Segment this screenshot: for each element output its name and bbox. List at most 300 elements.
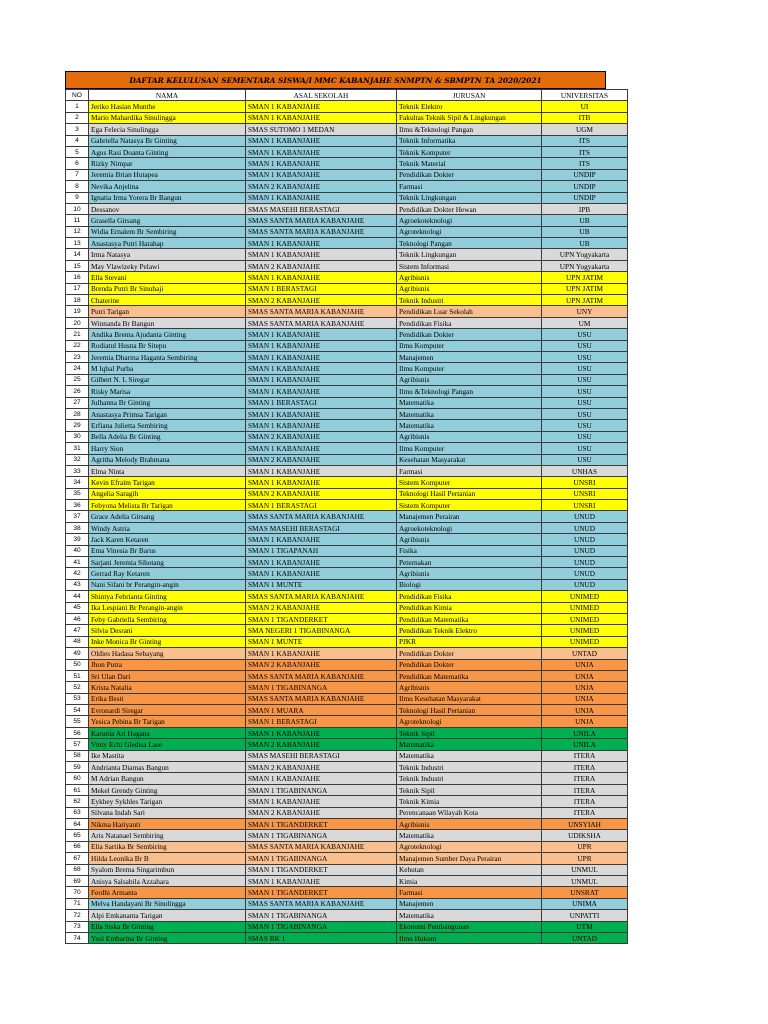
row-universitas: UNTAD (542, 932, 628, 943)
row-asal-sekolah: SMAN 1 KABANJAHE (246, 727, 397, 738)
row-jurusan: Matematika (397, 750, 542, 761)
row-universitas: UNSRI (542, 488, 628, 499)
row-nama: Irma Natasya (89, 249, 246, 260)
row-asal-sekolah: SMAN 2 KABANJAHE (246, 762, 397, 773)
table-row (66, 921, 628, 932)
row-asal-sekolah: SMAN 1 TIGABINANGA (246, 853, 397, 864)
row-universitas: UNUD (542, 557, 628, 568)
row-universitas: USU (542, 329, 628, 340)
row-jurusan: Agribisnis (397, 431, 542, 442)
row-no: 72 (66, 910, 89, 921)
row-jurusan: Fisika (397, 545, 542, 556)
row-universitas: UNUD (542, 568, 628, 579)
row-universitas: UB (542, 226, 628, 237)
row-no: 23 (66, 351, 89, 362)
row-universitas: UNIMED (542, 625, 628, 636)
row-jurusan: Ilmu Komputer (397, 340, 542, 351)
table-row (66, 932, 628, 943)
row-universitas: UNUD (542, 511, 628, 522)
row-asal-sekolah: SMAN 1 KABANJAHE (246, 135, 397, 146)
table-row (66, 454, 628, 465)
row-no: 41 (66, 557, 89, 568)
table-row (66, 135, 628, 146)
table-row (66, 841, 628, 852)
row-jurusan: Teknik Lingkungan (397, 249, 542, 260)
row-asal-sekolah: SMAN 1 KABANJAHE (246, 534, 397, 545)
row-jurusan: Teknik Sipil (397, 727, 542, 738)
row-no: 21 (66, 329, 89, 340)
row-asal-sekolah: SMAS MASEHI BERASTAGI (246, 203, 397, 214)
row-nama: Anastasya Putri Harahap (89, 238, 246, 249)
row-universitas: UNIMA (542, 898, 628, 909)
row-universitas: USU (542, 363, 628, 374)
row-no: 12 (66, 226, 89, 237)
table-row (66, 408, 628, 419)
row-no: 3 (66, 124, 89, 135)
table-row (66, 682, 628, 693)
row-nama: Harry Sion (89, 443, 246, 454)
row-nama: Putri Tarigan (89, 306, 246, 317)
row-jurusan: Kehutan (397, 864, 542, 875)
row-universitas: UNSRAT (542, 887, 628, 898)
header-jurusan: JURUSAN (397, 90, 542, 101)
row-asal-sekolah: SMAN 1 MUARA (246, 705, 397, 716)
table-row (66, 796, 628, 807)
row-jurusan: Teknik Industri (397, 762, 542, 773)
table-row (66, 340, 628, 351)
row-no: 58 (66, 750, 89, 761)
row-asal-sekolah: SMAN 1 TIGANDERKET (246, 864, 397, 875)
table-row (66, 329, 628, 340)
row-nama: Hilda Leonika Br B (89, 853, 246, 864)
row-asal-sekolah: SMAN 2 KABANJAHE (246, 739, 397, 750)
table-row (66, 830, 628, 841)
table-row (66, 203, 628, 214)
row-jurusan: Ilmu &Teknologi Pangan (397, 124, 542, 135)
row-universitas: USU (542, 408, 628, 419)
row-no: 47 (66, 625, 89, 636)
row-nama: Karunia Ari Hagana (89, 727, 246, 738)
row-jurusan: Pendidikan Teknik Elektro (397, 625, 542, 636)
row-no: 52 (66, 682, 89, 693)
row-asal-sekolah: SMAN 2 KABANJAHE (246, 431, 397, 442)
row-asal-sekolah: SMAS SANTA MARIA KABANJAHE (246, 317, 397, 328)
table-row (66, 260, 628, 271)
header-universitas: UNIVERSITAS (542, 90, 628, 101)
row-universitas: UNDIP (542, 181, 628, 192)
row-jurusan: Ekonomi Pembangunan (397, 921, 542, 932)
row-universitas: UNDIP (542, 192, 628, 203)
row-universitas: USU (542, 340, 628, 351)
row-jurusan: Peternakan (397, 557, 542, 568)
table-row (66, 374, 628, 385)
row-jurusan: Agroteknologi (397, 841, 542, 852)
row-nama: Chaterine (89, 295, 246, 306)
table-row (66, 124, 628, 135)
row-asal-sekolah: SMAN 2 KABANJAHE (246, 659, 397, 670)
row-no: 26 (66, 386, 89, 397)
table-row (66, 283, 628, 294)
row-nama: Gilbert N. L Siregar (89, 374, 246, 385)
row-nama: Dessanov (89, 203, 246, 214)
graduation-table (65, 89, 628, 944)
row-asal-sekolah: SMAN 1 KABANJAHE (246, 557, 397, 568)
row-asal-sekolah: SMAN 1 BERASTAGI (246, 397, 397, 408)
table-row (66, 636, 628, 647)
row-asal-sekolah: SMAN 2 KABANJAHE (246, 454, 397, 465)
row-asal-sekolah: SMAN 1 KABANJAHE (246, 340, 397, 351)
row-no: 39 (66, 534, 89, 545)
row-nama: Agritha Melody Brahmana (89, 454, 246, 465)
table-row (66, 488, 628, 499)
row-universitas: ITB (542, 112, 628, 123)
table-row (66, 169, 628, 180)
row-nama: Gerrad Ray Ketaren (89, 568, 246, 579)
row-asal-sekolah: SMAS SUTOMO 1 MEDAN (246, 124, 397, 135)
row-universitas: UNSRI (542, 477, 628, 488)
row-jurusan: Agribisnis (397, 534, 542, 545)
row-no: 54 (66, 705, 89, 716)
row-jurusan: Pendidikan Matematika (397, 670, 542, 681)
row-asal-sekolah: SMAN 1 BERASTAGI (246, 283, 397, 294)
row-nama: Sri Ulan Dari (89, 670, 246, 681)
row-universitas: USU (542, 351, 628, 362)
header-nama: NAMA (89, 90, 246, 101)
row-no: 32 (66, 454, 89, 465)
row-universitas: UGM (542, 124, 628, 135)
row-no: 28 (66, 408, 89, 419)
row-asal-sekolah: SMAN 1 TIGAPANAH (246, 545, 397, 556)
row-no: 2 (66, 112, 89, 123)
row-jurusan: Kimia (397, 875, 542, 886)
row-no: 67 (66, 853, 89, 864)
row-universitas: UNJA (542, 670, 628, 681)
row-nama: Ema Vinesia Br Barus (89, 545, 246, 556)
row-no: 38 (66, 522, 89, 533)
row-universitas: UNIMED (542, 636, 628, 647)
row-jurusan: Matematika (397, 830, 542, 841)
row-no: 13 (66, 238, 89, 249)
table-row (66, 477, 628, 488)
row-jurusan: Teknologi Pangan (397, 238, 542, 249)
row-nama: Silvana Indah Sari (89, 807, 246, 818)
row-nama: Bella Adelia Br Ginting (89, 431, 246, 442)
row-jurusan: Matematika (397, 739, 542, 750)
row-universitas: UNDIP (542, 169, 628, 180)
row-asal-sekolah: SMAN 1 KABANJAHE (246, 420, 397, 431)
row-no: 9 (66, 192, 89, 203)
row-asal-sekolah: SMAN 1 KABANJAHE (246, 386, 397, 397)
row-jurusan: Farmasi (397, 465, 542, 476)
row-nama: Rodiatul Husna Br Sitepu (89, 340, 246, 351)
row-nama: Risky Marisa (89, 386, 246, 397)
row-jurusan: Farmasi (397, 887, 542, 898)
table-row (66, 613, 628, 624)
table-row (66, 249, 628, 260)
row-no: 73 (66, 921, 89, 932)
row-no: 15 (66, 260, 89, 271)
row-asal-sekolah: SMAN 2 KABANJAHE (246, 488, 397, 499)
row-asal-sekolah: SMAS MASEHI BERASTAGI (246, 750, 397, 761)
row-jurusan: Agroteknologi (397, 716, 542, 727)
row-asal-sekolah: SMAN 1 TIGANDERKET (246, 613, 397, 624)
table-row (66, 659, 628, 670)
row-no: 7 (66, 169, 89, 180)
row-universitas: UPR (542, 853, 628, 864)
row-no: 48 (66, 636, 89, 647)
header-no: NO (66, 90, 89, 101)
table-row (66, 534, 628, 545)
row-no: 44 (66, 591, 89, 602)
row-nama: Nevika Anjelina (89, 181, 246, 192)
row-nama: Andrianta Diamas Bangun (89, 762, 246, 773)
row-no: 16 (66, 272, 89, 283)
table-row (66, 898, 628, 909)
row-asal-sekolah: SMAN 2 KABANJAHE (246, 260, 397, 271)
table-row (66, 625, 628, 636)
row-universitas: UNSRI (542, 500, 628, 511)
row-universitas: UNUD (542, 579, 628, 590)
table-row (66, 272, 628, 283)
row-universitas: USU (542, 420, 628, 431)
row-asal-sekolah: SMAN 1 KABANJAHE (246, 374, 397, 385)
spreadsheet (65, 71, 610, 944)
row-no: 69 (66, 875, 89, 886)
row-no: 51 (66, 670, 89, 681)
row-nama: Mekel Grendy Ginting (89, 784, 246, 795)
row-asal-sekolah: SMAN 1 KABANJAHE (246, 249, 397, 260)
row-no: 46 (66, 613, 89, 624)
row-no: 59 (66, 762, 89, 773)
table-row (66, 238, 628, 249)
row-no: 11 (66, 215, 89, 226)
row-universitas: ITERA (542, 750, 628, 761)
row-asal-sekolah: SMAN 2 KABANJAHE (246, 295, 397, 306)
row-nama: Jhon Putra (89, 659, 246, 670)
table-row (66, 819, 628, 830)
row-nama: Winnanda Br Bangun (89, 317, 246, 328)
row-jurusan: Matematika (397, 397, 542, 408)
row-no: 35 (66, 488, 89, 499)
row-no: 18 (66, 295, 89, 306)
row-asal-sekolah: SMAS SANTA MARIA KABANJAHE (246, 306, 397, 317)
row-jurusan: Teknik Lingkungan (397, 192, 542, 203)
table-row (66, 545, 628, 556)
table-body (66, 101, 628, 944)
row-nama: Ella Stevani (89, 272, 246, 283)
row-nama: Agus Rasi Doanta Ginting (89, 146, 246, 157)
row-asal-sekolah: SMAN 2 KABANJAHE (246, 181, 397, 192)
sheet-title: DAFTAR KELULUSAN SEMENTARA SISWA/I MMC KABANJAHE SNMPTN & SBMPTN TA 2020/2021 (65, 71, 606, 89)
row-nama: Ika Lespiani Br Perangin-angin (89, 602, 246, 613)
row-no: 64 (66, 819, 89, 830)
row-universitas: USU (542, 374, 628, 385)
row-asal-sekolah: SMAN 1 TIGABINANGA (246, 784, 397, 795)
row-jurusan: Farmasi (397, 181, 542, 192)
row-no: 30 (66, 431, 89, 442)
row-nama: Ike Mastita (89, 750, 246, 761)
row-asal-sekolah: SMAN 1 KABANJAHE (246, 796, 397, 807)
row-asal-sekolah: SMAN 1 KABANJAHE (246, 408, 397, 419)
row-asal-sekolah: SMAS SANTA MARIA KABANJAHE (246, 670, 397, 681)
row-no: 71 (66, 898, 89, 909)
row-no: 20 (66, 317, 89, 328)
row-universitas: UB (542, 215, 628, 226)
row-jurusan: Sistem Komputer (397, 500, 542, 511)
row-nama: Silvia Desrani (89, 625, 246, 636)
row-nama: Mario Mahardika Sinulingga (89, 112, 246, 123)
row-universitas: UNY (542, 306, 628, 317)
row-universitas: UPN JATIM (542, 272, 628, 283)
row-nama: Syalom Brema Singarimbun (89, 864, 246, 875)
row-no: 29 (66, 420, 89, 431)
row-nama: Jeriko Hasian Munthe (89, 101, 246, 112)
row-universitas: UNPATTI (542, 910, 628, 921)
row-universitas: UNJA (542, 705, 628, 716)
row-asal-sekolah: SMAN 1 KABANJAHE (246, 158, 397, 169)
row-no: 27 (66, 397, 89, 408)
row-nama: Gabriella Natasya Br Ginting (89, 135, 246, 146)
row-jurusan: Agroekoteknologi (397, 215, 542, 226)
row-universitas: ITERA (542, 784, 628, 795)
row-nama: Yesica Pebina Br Tarigan (89, 716, 246, 727)
row-no: 42 (66, 568, 89, 579)
row-asal-sekolah: SMAN 1 KABANJAHE (246, 112, 397, 123)
row-nama: M Adrian Bangun (89, 773, 246, 784)
row-nama: Kevin Efraim Tarigan (89, 477, 246, 488)
row-universitas: USU (542, 386, 628, 397)
table-row (66, 693, 628, 704)
row-nama: Jack Karen Ketaren (89, 534, 246, 545)
row-nama: Febyona Melista Br Tarigan (89, 500, 246, 511)
row-universitas: USU (542, 397, 628, 408)
row-nama: Feby Gabriella Sembiring (89, 613, 246, 624)
row-universitas: ITS (542, 135, 628, 146)
row-nama: Alpi Emkananta Tarigan (89, 910, 246, 921)
row-nama: Ella Siska Br Ginting (89, 921, 246, 932)
row-asal-sekolah: SMA NEGERI 1 TIGABINANGA (246, 625, 397, 636)
row-jurusan: Sistem Informasi (397, 260, 542, 271)
row-jurusan: Pendidikan Luar Sekolah (397, 306, 542, 317)
row-asal-sekolah: SMAN 1 TIGABINANGA (246, 910, 397, 921)
row-no: 6 (66, 158, 89, 169)
row-jurusan: Teknik Kimia (397, 796, 542, 807)
row-universitas: UNJA (542, 693, 628, 704)
row-jurusan: Pendidikan Fisika (397, 317, 542, 328)
row-no: 56 (66, 727, 89, 738)
row-asal-sekolah: SMAN 1 KABANJAHE (246, 875, 397, 886)
table-row (66, 306, 628, 317)
row-jurusan: Matematika (397, 420, 542, 431)
row-jurusan: Manajemen (397, 351, 542, 362)
row-universitas: UNIMED (542, 602, 628, 613)
table-row (66, 181, 628, 192)
row-universitas: IPB (542, 203, 628, 214)
table-row (66, 773, 628, 784)
row-nama: Grace Adelia Girsang (89, 511, 246, 522)
row-nama: Angelia Saragih (89, 488, 246, 499)
row-nama: Brenda Putri Br Sinuhaji (89, 283, 246, 294)
row-universitas: UI (542, 101, 628, 112)
row-jurusan: Ilmu Kesehatan Masyarakat (397, 693, 542, 704)
row-no: 70 (66, 887, 89, 898)
row-no: 74 (66, 932, 89, 943)
row-no: 55 (66, 716, 89, 727)
table-row (66, 602, 628, 613)
table-row (66, 112, 628, 123)
row-asal-sekolah: SMAN 2 KABANJAHE (246, 807, 397, 818)
row-jurusan: Ilmu Komputer (397, 363, 542, 374)
row-nama: Ferdhi Armanta (89, 887, 246, 898)
row-nama: Elia Sartika Br Sembiring (89, 841, 246, 852)
table-row (66, 158, 628, 169)
row-jurusan: Pendidikan Kimia (397, 602, 542, 613)
table-row (66, 295, 628, 306)
row-jurusan: Teknik Material (397, 158, 542, 169)
table-row (66, 397, 628, 408)
row-nama: Grasella Girsang (89, 215, 246, 226)
row-jurusan: Pendidikan Dokter (397, 329, 542, 340)
row-universitas: USU (542, 431, 628, 442)
row-asal-sekolah: SMAS SANTA MARIA KABANJAHE (246, 591, 397, 602)
row-asal-sekolah: SMAN 1 MUNTE (246, 636, 397, 647)
row-no: 66 (66, 841, 89, 852)
row-asal-sekolah: SMAN 1 KABANJAHE (246, 477, 397, 488)
row-universitas: UM (542, 317, 628, 328)
row-no: 8 (66, 181, 89, 192)
row-jurusan: Kesehatan Masyarakat (397, 454, 542, 465)
row-nama: Widia Ernalem Br Sembiring (89, 226, 246, 237)
row-asal-sekolah: SMAS RK 1 (246, 932, 397, 943)
row-asal-sekolah: SMAN 1 BERASTAGI (246, 500, 397, 511)
row-jurusan: PJKR (397, 636, 542, 647)
row-universitas: UNJA (542, 716, 628, 727)
row-jurusan: Agribisnis (397, 568, 542, 579)
table-row (66, 670, 628, 681)
table-row (66, 853, 628, 864)
row-universitas: ITERA (542, 762, 628, 773)
row-universitas: UTM (542, 921, 628, 932)
row-nama: Ignatia Irma Yorera Br Bangun (89, 192, 246, 203)
row-asal-sekolah: SMAS SANTA MARIA KABANJAHE (246, 898, 397, 909)
table-row (66, 727, 628, 738)
row-universitas: USU (542, 443, 628, 454)
row-jurusan: Teknik Elektro (397, 101, 542, 112)
row-jurusan: Agroekoteknologi (397, 522, 542, 533)
row-jurusan: Pendidikan Dokter Hewan (397, 203, 542, 214)
row-universitas: UPN JATIM (542, 295, 628, 306)
row-jurusan: Teknik Industri (397, 295, 542, 306)
row-asal-sekolah: SMAN 1 BERASTAGI (246, 716, 397, 727)
row-asal-sekolah: SMAN 1 KABANJAHE (246, 351, 397, 362)
row-nama: Melva Handayani Br Sinulingga (89, 898, 246, 909)
row-jurusan: Sistem Komputer (397, 477, 542, 488)
row-jurusan: Ilmu Komputer (397, 443, 542, 454)
row-nama: Anastasya Primsa Tarigan (89, 408, 246, 419)
row-no: 4 (66, 135, 89, 146)
row-asal-sekolah: SMAN 1 KABANJAHE (246, 568, 397, 579)
row-universitas: ITS (542, 146, 628, 157)
row-jurusan: Pendidikan Fisika (397, 591, 542, 602)
header-row (66, 90, 628, 101)
row-no: 33 (66, 465, 89, 476)
row-universitas: UPR (542, 841, 628, 852)
row-asal-sekolah: SMAS SANTA MARIA KABANJAHE (246, 693, 397, 704)
row-no: 10 (66, 203, 89, 214)
row-nama: Krista Natalia (89, 682, 246, 693)
row-no: 24 (66, 363, 89, 374)
row-universitas: UPN Yogyakarta (542, 260, 628, 271)
